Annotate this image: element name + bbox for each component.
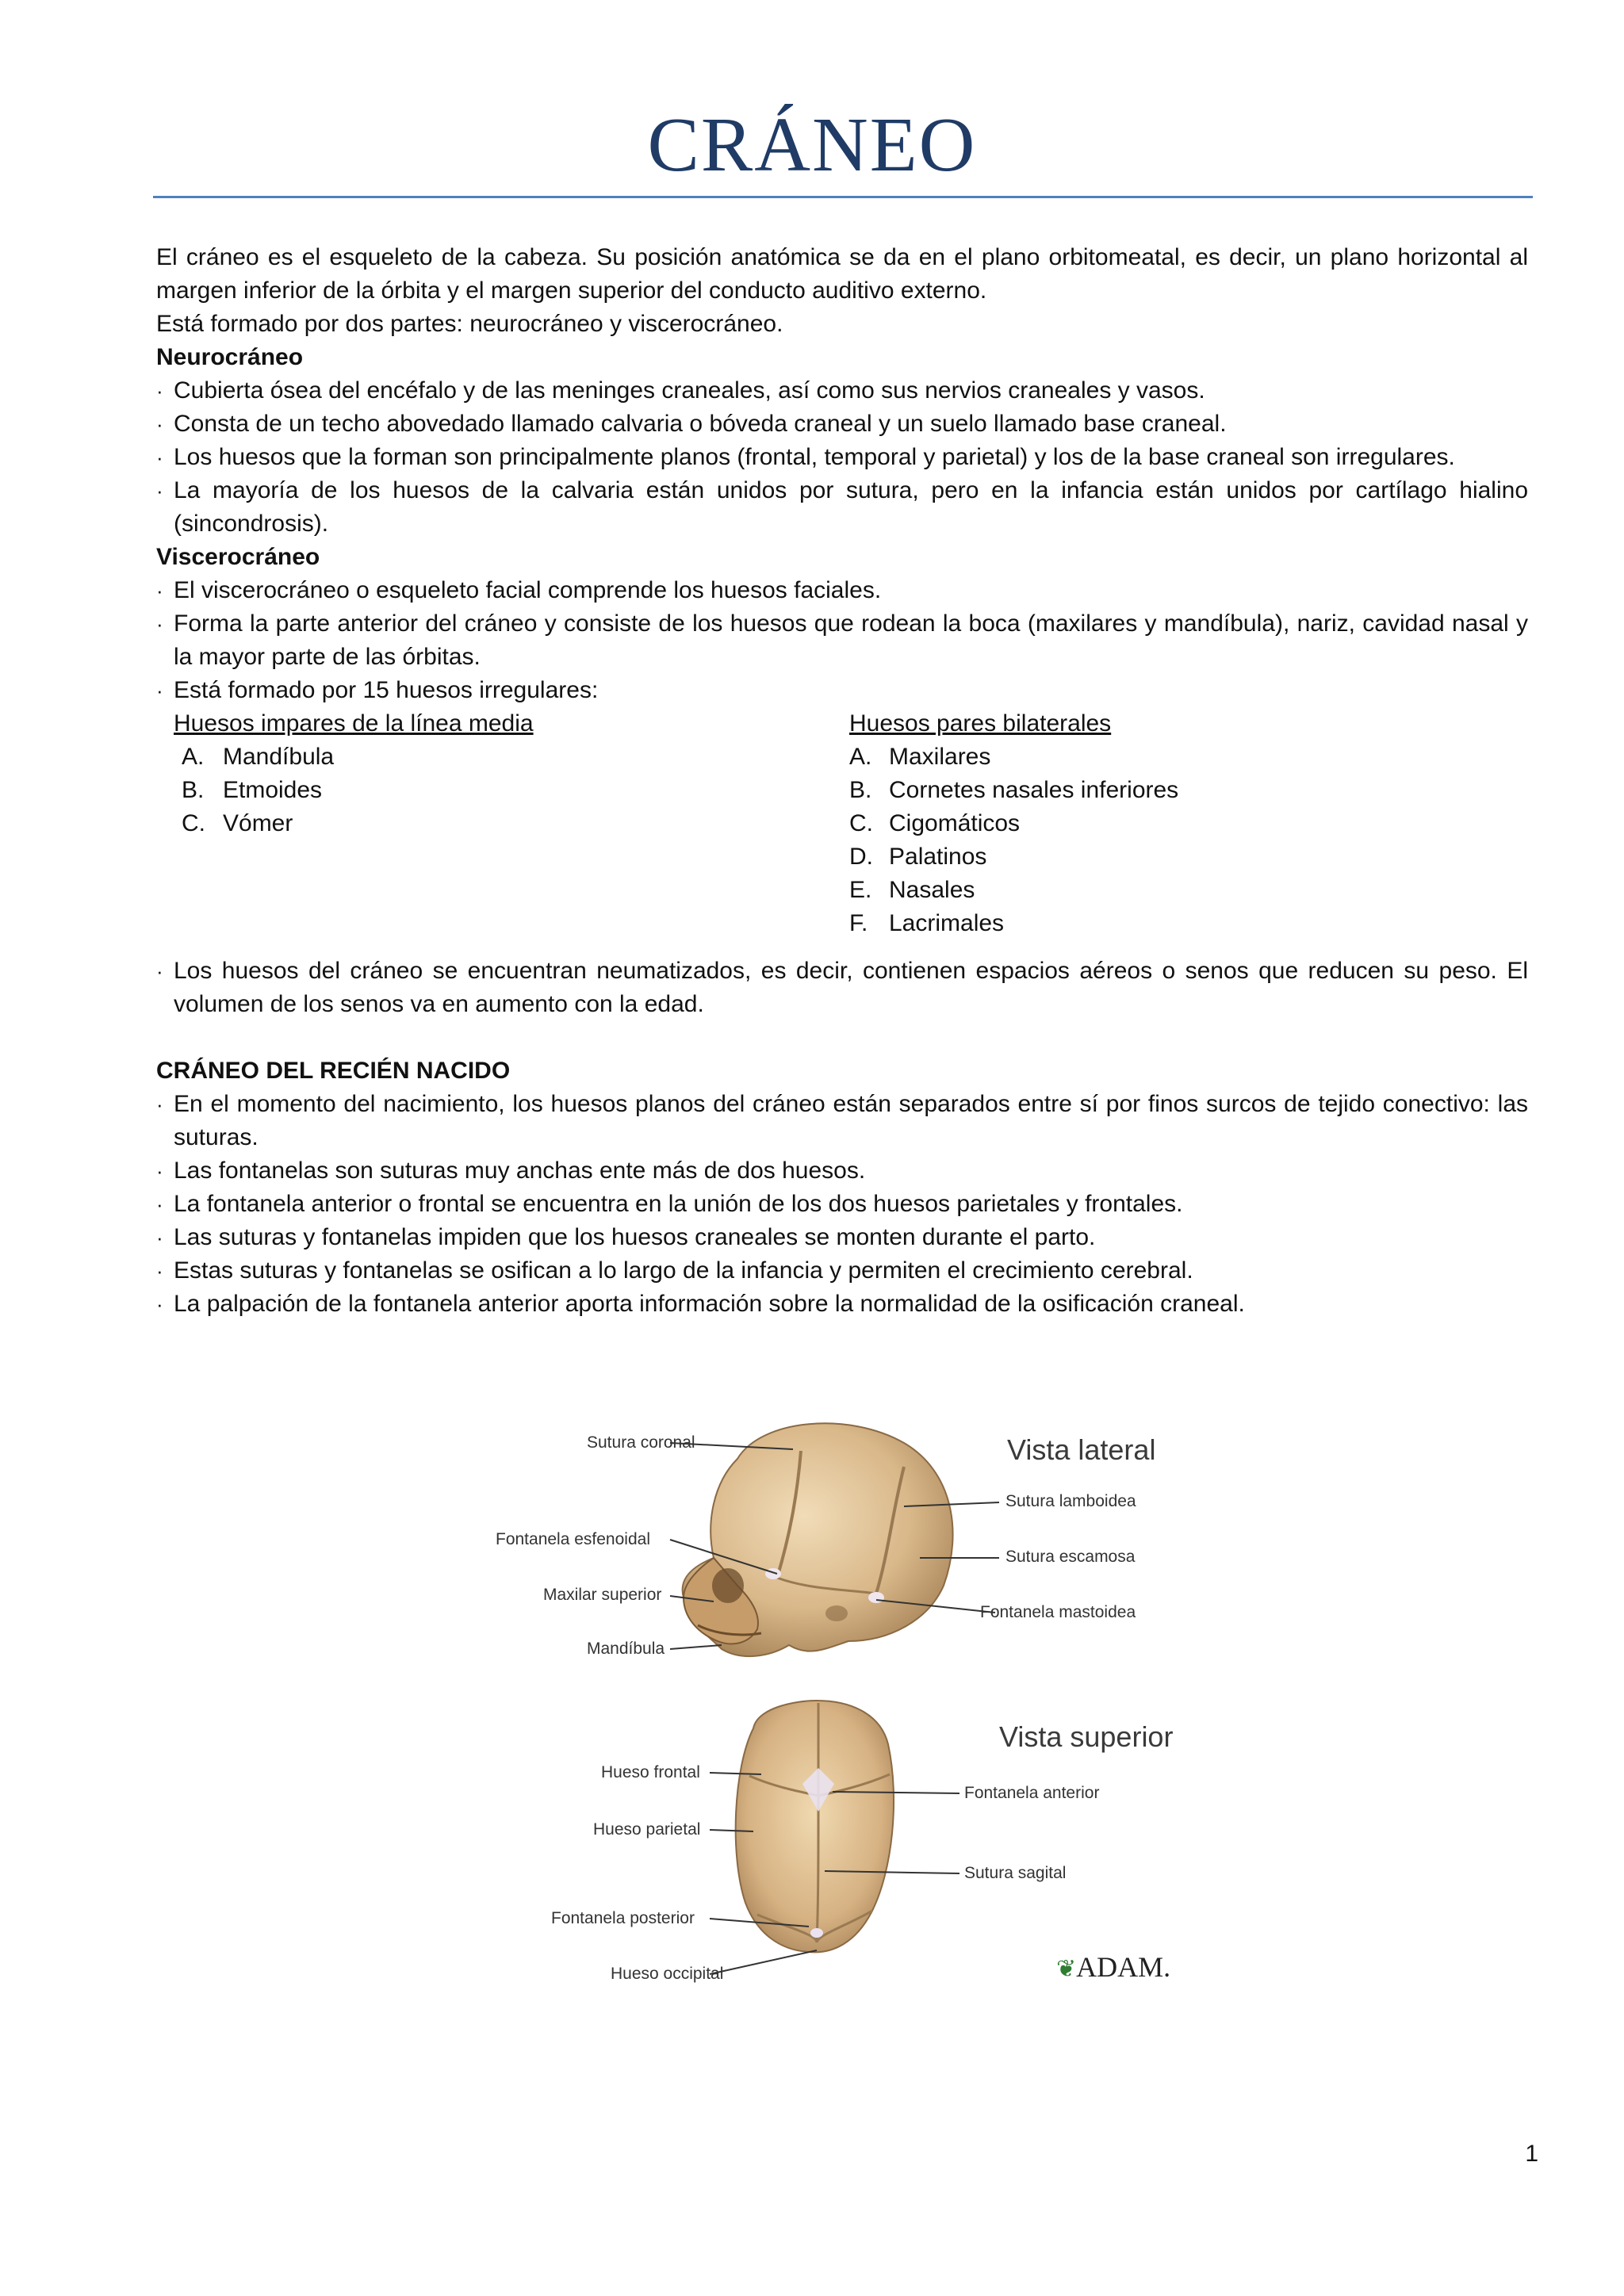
section-heading-neurocraneo: Neurocráneo (156, 344, 304, 370)
impares-heading: Huesos impares de la línea media (174, 710, 534, 737)
label-fontanela-anterior: Fontanela anterior (964, 1784, 1100, 1802)
bullet-item: · La mayoría de los huesos de la calvaria están unidos por sutura, pero en la infancia están unidos por cartílago hialino (sincondrosis). (156, 474, 1528, 541)
page-number: 1 (1525, 2141, 1538, 2167)
section-heading-recien-nacido: CRÁNEO DEL RECIÉN NACIDO (156, 1058, 511, 1084)
bullet-icon: · (156, 1192, 163, 1216)
list-item: F. Lacrimales (849, 910, 1005, 936)
section-heading-viscerocraneo: Viscerocráneo (156, 544, 320, 570)
list-item: D. Palatinos (849, 844, 987, 870)
bullet-icon: · (156, 679, 163, 702)
bullet-icon: · (156, 379, 163, 403)
intro-paragraph: Está formado por dos partes: neurocráneo y viscerocráneo. (156, 311, 783, 337)
list-item: A. Mandíbula (182, 744, 335, 770)
bullet-icon: · (156, 412, 163, 436)
bullet-icon: · (156, 1259, 163, 1283)
bullet-icon: · (156, 1226, 163, 1249)
label-fontanela-mastoidea: Fontanela mastoidea (980, 1603, 1136, 1621)
bullet-item: · Cubierta ósea del encéfalo y de las meninges craneales, así como sus nervios craneales y vasos. (156, 374, 1528, 408)
list-item: C. Vómer (182, 810, 293, 836)
bullet-item: · Las fontanelas son suturas muy anchas ente más de dos huesos. (156, 1154, 1528, 1188)
page-title: CRÁNEO (647, 102, 977, 188)
list-item: E. Nasales (849, 877, 975, 903)
label-fontanela-posterior: Fontanela posterior (551, 1909, 695, 1927)
bullet-icon: · (156, 479, 163, 503)
label-maxilar-superior: Maxilar superior (543, 1586, 662, 1604)
bone-lists (156, 707, 1528, 936)
intro-paragraph: El cráneo es el esqueleto de la cabeza. Su posición anatómica se da en el plano orbitomeatal, es decir, un plano horizontal al margen inferior de la órbita y el margen superior del conducto auditivo externo. (156, 244, 1528, 304)
lateral-skull (683, 1423, 953, 1656)
bullet-icon: · (156, 446, 163, 469)
label-hueso-occipital: Hueso occipital (611, 1965, 724, 1983)
list-item: B. Etmoides (182, 777, 323, 803)
pares-list (849, 707, 1531, 940)
bullet-item: · Las suturas y fontanelas impiden que los huesos craneales se monten durante el parto. (156, 1221, 1528, 1254)
skull-illustration (476, 1395, 1237, 1998)
label-hueso-parietal: Hueso parietal (593, 1820, 701, 1839)
bullet-icon: · (156, 1292, 163, 1316)
bullet-icon: · (156, 612, 163, 636)
bullet-icon: · (156, 1093, 163, 1116)
bullet-item: · Consta de un techo abovedado llamado calvaria o bóveda craneal y un suelo llamado base craneal. (156, 408, 1528, 441)
label-hueso-frontal: Hueso frontal (601, 1763, 700, 1781)
list-item: A. Maxilares (849, 744, 991, 770)
list-item: C. Cigomáticos (849, 810, 1021, 836)
impares-list (174, 707, 792, 840)
body-text (156, 241, 1528, 1321)
bullet-item: · Los huesos que la forman son principalmente planos (frontal, temporal y parietal) y los de la base craneal son irregulares. (156, 441, 1528, 474)
label-sutura-lamboidea: Sutura lamboidea (1005, 1492, 1136, 1510)
bullet-item: · Los huesos del cráneo se encuentran neumatizados, es decir, contienen espacios aéreos o senos que reducen su peso. El volumen de los senos va en aumento con la edad. (156, 955, 1528, 1021)
lateral-view-heading: Vista lateral (1007, 1433, 1156, 1466)
bullet-item: · En el momento del nacimiento, los huesos planos del cráneo están separados entre sí por finos surcos de tejido conectivo: las suturas. (156, 1088, 1528, 1154)
bullet-item: · La palpación de la fontanela anterior aporta información sobre la normalidad de la osificación craneal. (156, 1288, 1528, 1321)
infant-skull-figure (476, 1395, 1237, 1998)
bullet-item: · Estas suturas y fontanelas se osifican a lo largo de la infancia y permiten el crecimiento cerebral. (156, 1254, 1528, 1288)
bullet-item: · El viscerocráneo o esqueleto facial comprende los huesos faciales. (156, 574, 1528, 607)
label-sutura-escamosa: Sutura escamosa (1005, 1548, 1136, 1566)
label-sutura-coronal: Sutura coronal (587, 1433, 695, 1452)
leaf-icon: ❦ (1056, 1956, 1077, 1982)
bullet-item: · Está formado por 15 huesos irregulares: (156, 674, 1528, 707)
pares-heading: Huesos pares bilaterales (849, 710, 1112, 737)
bullet-icon: · (156, 1159, 163, 1183)
list-item: B. Cornetes nasales inferiores (849, 777, 1179, 803)
superior-skull (736, 1701, 894, 1952)
label-mandibula: Mandíbula (587, 1640, 665, 1658)
label-sutura-sagital: Sutura sagital (964, 1864, 1067, 1882)
title-divider (153, 196, 1533, 198)
bullet-item: · Forma la parte anterior del cráneo y consiste de los huesos que rodean la boca (maxilares y mandíbula), nariz, cavidad nasal y la mayor parte de las órbitas. (156, 607, 1528, 674)
bullet-icon: · (156, 959, 163, 983)
bullet-icon: · (156, 579, 163, 603)
adam-logo: ❦ADAM. (1056, 1951, 1171, 1983)
superior-view-heading: Vista superior (999, 1720, 1174, 1753)
bullet-item: · La fontanela anterior o frontal se encuentra en la unión de los dos huesos parietales y frontales. (156, 1188, 1528, 1221)
label-fontanela-esfenoidal: Fontanela esfenoidal (496, 1530, 650, 1548)
